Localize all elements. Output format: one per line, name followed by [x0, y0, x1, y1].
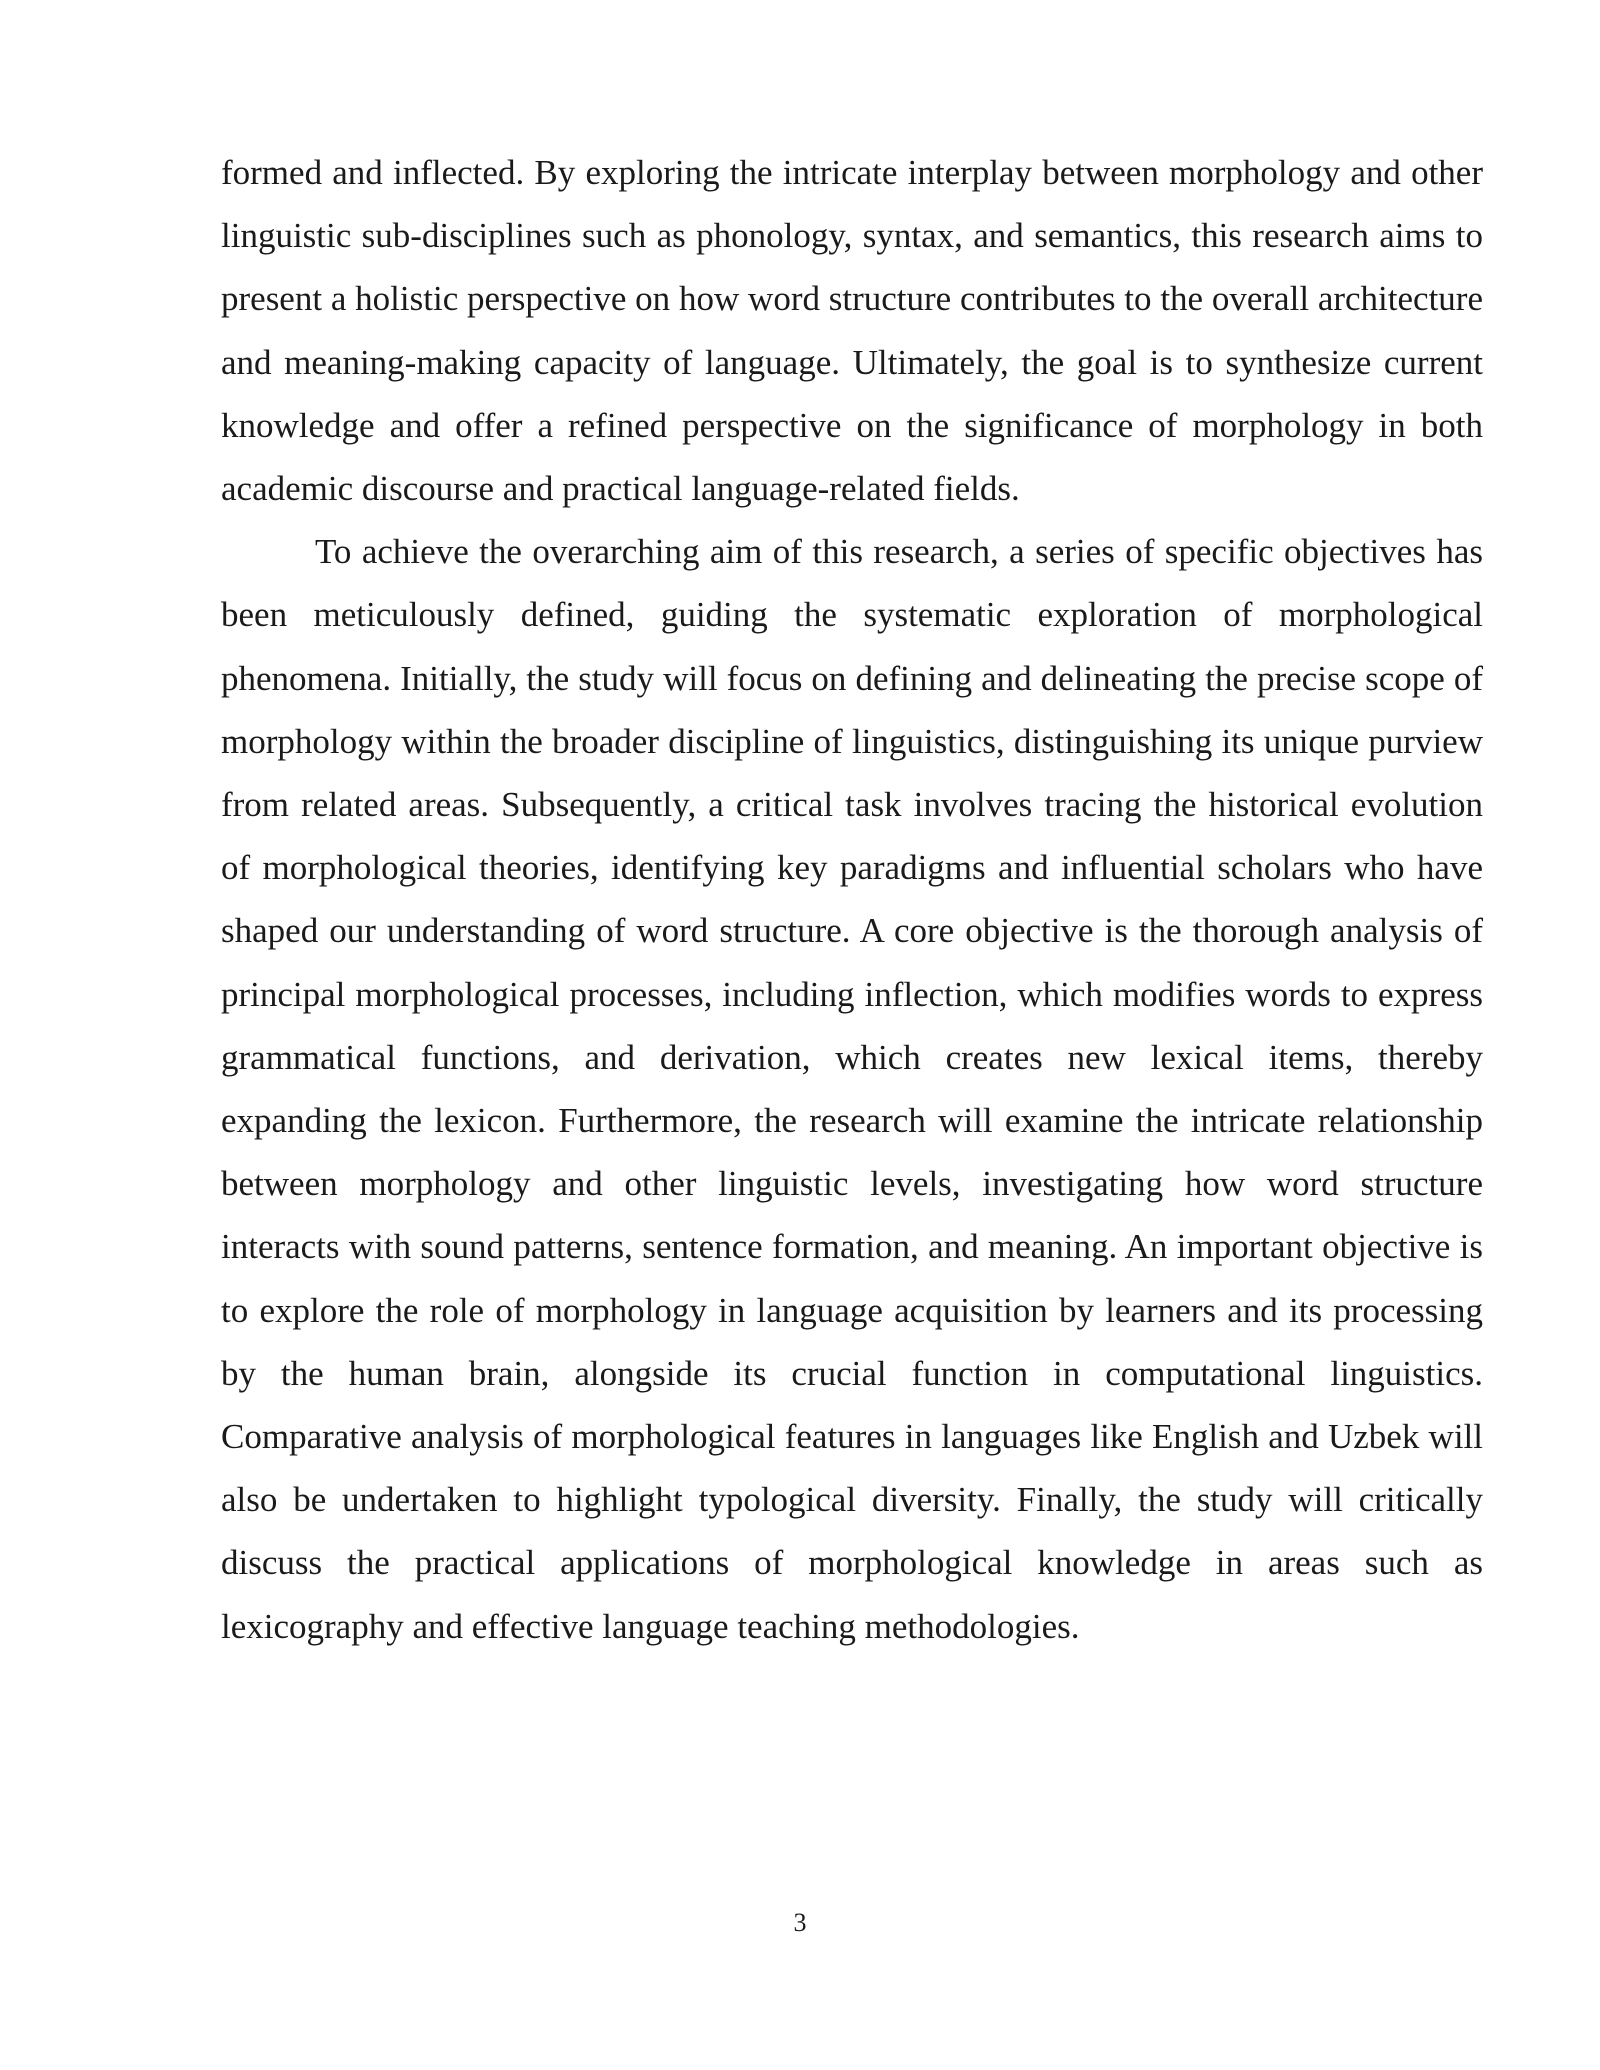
paragraph-objectives: To achieve the overarching aim of this research, a series of specific objectives has been meticulously defined, guiding the systematic exploration of morphological phenomena. Initially, the study will focus on defining and delineating the precise scope of morphology within the broader discipline of linguistics, distinguishing its unique purview from related areas. Subsequently, a critical task involves tracing the historical evolution of morphological theories, identifying key paradigms and influential scholars who have shaped our understanding of word structure. A core objective is the thorough analysis of principal morphological processes, including inflection, which modifies words to express grammatical functions, and derivation, which creates new lexical items, thereby expanding the lexicon. Furthermore, the research will examine the intricate relationship between morphology and other linguistic levels, investigating how word structure interacts with sound patterns, sentence formation, and meaning. An important objective is to explore the role of morphology in language acquisition by learners and its processing by the human brain, alongside its crucial function in computational linguistics. Comparative analysis of morphological features in languages like English and Uzbek will also be undertaken to highlight typological diversity. Finally, the study will critically discuss the practical applications of morphological knowledge in areas such as lexicography and effective language teaching methodologies.	[221, 532, 1483, 1646]
page-number: 3	[793, 1908, 807, 1937]
paragraph-continuation: formed and inflected. By exploring the intricate interplay between morphology and other linguistic sub-disciplines such as phonology, syntax, and semantics, this research aims to present a holistic perspective on how word structure contributes to the overall architecture and meaning-making capacity of language. Ultimately, the goal is to synthesize current knowledge and offer a refined perspective on the significance of morphology in both academic discourse and practical language-related fields.	[221, 153, 1483, 509]
body-text	[221, 141, 1483, 1658]
